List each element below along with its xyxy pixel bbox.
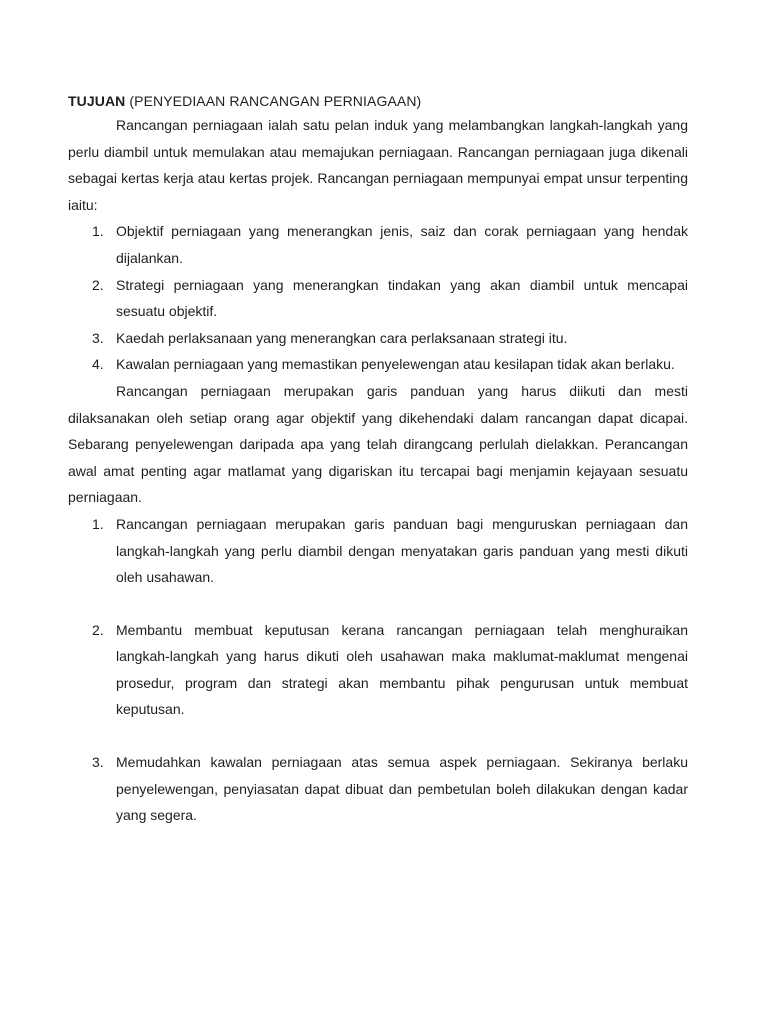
list-item-number: 1.: [92, 515, 104, 532]
list-item-text: Kawalan perniagaan yang memastikan penyelewengan atau kesilapan tidak akan berlaku.: [116, 356, 675, 373]
list-item: [68, 617, 688, 723]
list-item-text: Objektif perniagaan yang menerangkan jenis, saiz dan corak perniagaan yang hendak dijalankan.: [116, 223, 688, 266]
list-item-text: Kaedah perlaksanaan yang menerangkan cara perlaksanaan strategi itu.: [116, 329, 568, 346]
page-title: [68, 91, 688, 112]
list-item: [68, 325, 688, 352]
list-item-text: Strategi perniagaan yang menerangkan tindakan yang akan diambil untuk mencapai sesuatu objektif.: [116, 276, 688, 320]
list-item-text: Membantu membuat keputusan kerana rancangan perniagaan telah menghuraikan langkah-langkah yang harus dikuti oleh usahawan maka maklumat-maklumat mengenai prosedur, program dan strategi akan membantu pihak pengurusan untuk membuat keputusan.: [116, 621, 688, 718]
list-item-text: Rancangan perniagaan merupakan garis panduan bagi menguruskan perniagaan dan langkah-langkah yang perlu diambil dengan menyatakan garis panduan yang mesti dikuti oleh usahawan.: [116, 515, 688, 586]
title-rest: (PENYEDIAAN RANCANGAN PERNIAGAAN): [125, 93, 422, 109]
document-page: [68, 91, 688, 829]
purpose-list: [68, 511, 688, 829]
list-item-number: 2.: [92, 276, 104, 293]
list-item: [68, 511, 688, 591]
list-item: [68, 272, 688, 325]
title-bold: TUJUAN: [68, 93, 126, 109]
list-item-number: 1.: [92, 223, 104, 240]
elements-list: [68, 218, 688, 378]
list-item: [68, 218, 688, 271]
list-item: [68, 749, 688, 829]
guideline-paragraph: Rancangan perniagaan merupakan garis panduan yang harus diikuti dan mesti dilaksanakan oleh setiap orang agar objektif yang dikehendaki dalam rancangan dapat dicapai. Sebarang penyelewengan daripada apa yang telah dirangcang perlulah dielakkan. Perancangan awal amat penting agar matlamat yang digariskan itu tercapai bagi menjamin kejayaan sesuatu perniagaan.: [68, 382, 688, 506]
list-item: [68, 351, 688, 378]
list-item-number: 3.: [92, 329, 104, 346]
list-item-text: Memudahkan kawalan perniagaan atas semua aspek perniagaan. Sekiranya berlaku penyelewengan, penyiasatan dapat dibuat dan pembetulan boleh dilakukan dengan kadar yang segera.: [116, 754, 688, 824]
list-item-number: 4.: [92, 356, 104, 373]
list-item-number: 3.: [92, 754, 104, 771]
list-item-number: 2.: [92, 621, 104, 638]
intro-paragraph: Rancangan perniagaan ialah satu pelan induk yang melambangkan langkah-langkah yang perlu diambil untuk memulakan atau memajukan perniagaan. Rancangan perniagaan juga dikenali sebagai kertas kerja atau kertas projek. Rancangan perniagaan mempunyai empat unsur terpenting iaitu:: [68, 117, 688, 213]
